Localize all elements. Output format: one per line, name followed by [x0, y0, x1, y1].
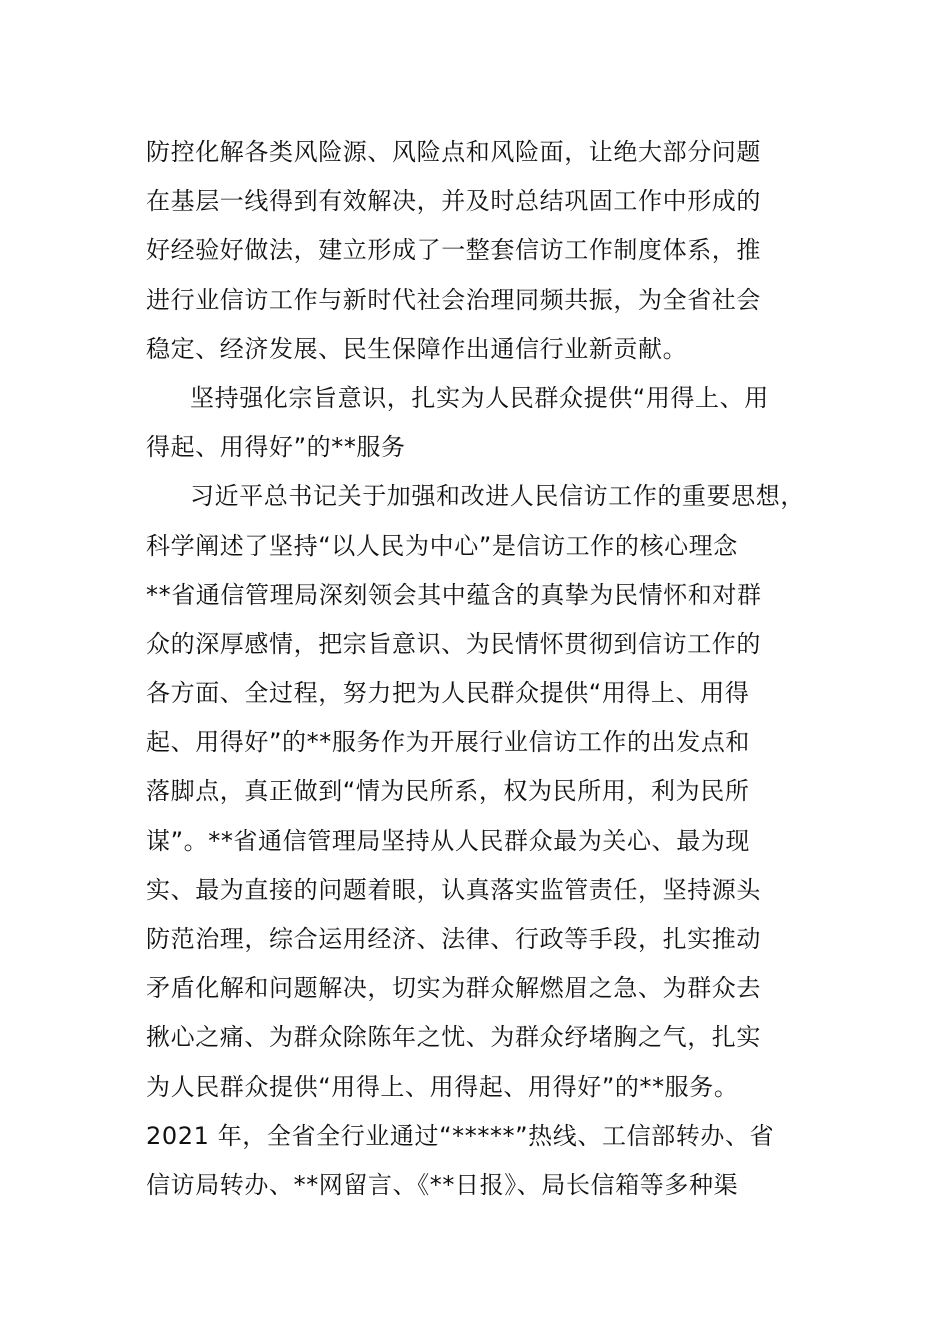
text-line: 矛盾化解和问题解决，切实为群众解燃眉之急、为群众去: [146, 974, 761, 1003]
text-line: 揪心之痛、为群众除陈年之忧、为群众纾堵胸之气，扎实: [146, 1023, 761, 1052]
text-line: 信访局转办、**网留言、《**日报》、局长信箱等多种渠: [146, 1170, 739, 1199]
text-line: 起、用得好”的**服务作为开展行业信访工作的出发点和: [146, 728, 751, 757]
section-heading: [146, 374, 826, 472]
heading-line: 坚持强化宗旨意识，扎实为人民群众提供“用得上、用: [190, 383, 769, 412]
text-line: 科学阐述了坚持“以人民为中心”是信访工作的核心理念: [146, 531, 738, 560]
paragraph-service-commitment: [146, 472, 826, 1210]
text-line: 谋”。**省通信管理局坚持从人民群众最为关心、最为现: [146, 826, 751, 855]
text-line: 进行业信访工作与新时代社会治理同频共振，为全省社会: [146, 285, 761, 314]
text-line: 防控化解各类风险源、风险点和风险面，让绝大部分问题: [146, 138, 761, 166]
text-line: 好经验好做法，建立形成了一整套信访工作制度体系，推: [146, 236, 761, 265]
text-line: 实、最为直接的问题着眼，认真落实监管责任，坚持源头: [146, 875, 761, 904]
heading-line: 得起、用得好”的**服务: [146, 433, 406, 462]
text-line: 防范治理，综合运用经济、法律、行政等手段，扎实推动: [146, 925, 761, 953]
text-line: 众的深厚感情，把宗旨意识、为民情怀贯彻到信访工作的: [146, 629, 761, 658]
text-line: 2021 年，全省全行业通过“*****”热线、工信部转办、省: [146, 1121, 775, 1150]
text-line: **省通信管理局深刻领会其中蕴含的真挚为民情怀和对群: [146, 580, 762, 609]
text-line: 在基层一线得到有效解决，并及时总结巩固工作中形成的: [146, 187, 761, 216]
paragraph-risk-control: [146, 128, 826, 374]
text-line: 稳定、经济发展、民生保障作出通信行业新贡献。: [146, 334, 688, 363]
text-line: 落脚点，真正做到“情为民所系，权为民所用，利为民所: [146, 777, 750, 806]
text-line: 习近平总书记关于加强和改进人民信访工作的重要思想，: [190, 482, 805, 511]
text-line: 为人民群众提供“用得上、用得起、用得好”的**服务。: [146, 1072, 739, 1101]
document-body: [146, 128, 826, 1210]
text-line: 各方面、全过程，努力把为人民群众提供“用得上、用得: [146, 679, 750, 708]
